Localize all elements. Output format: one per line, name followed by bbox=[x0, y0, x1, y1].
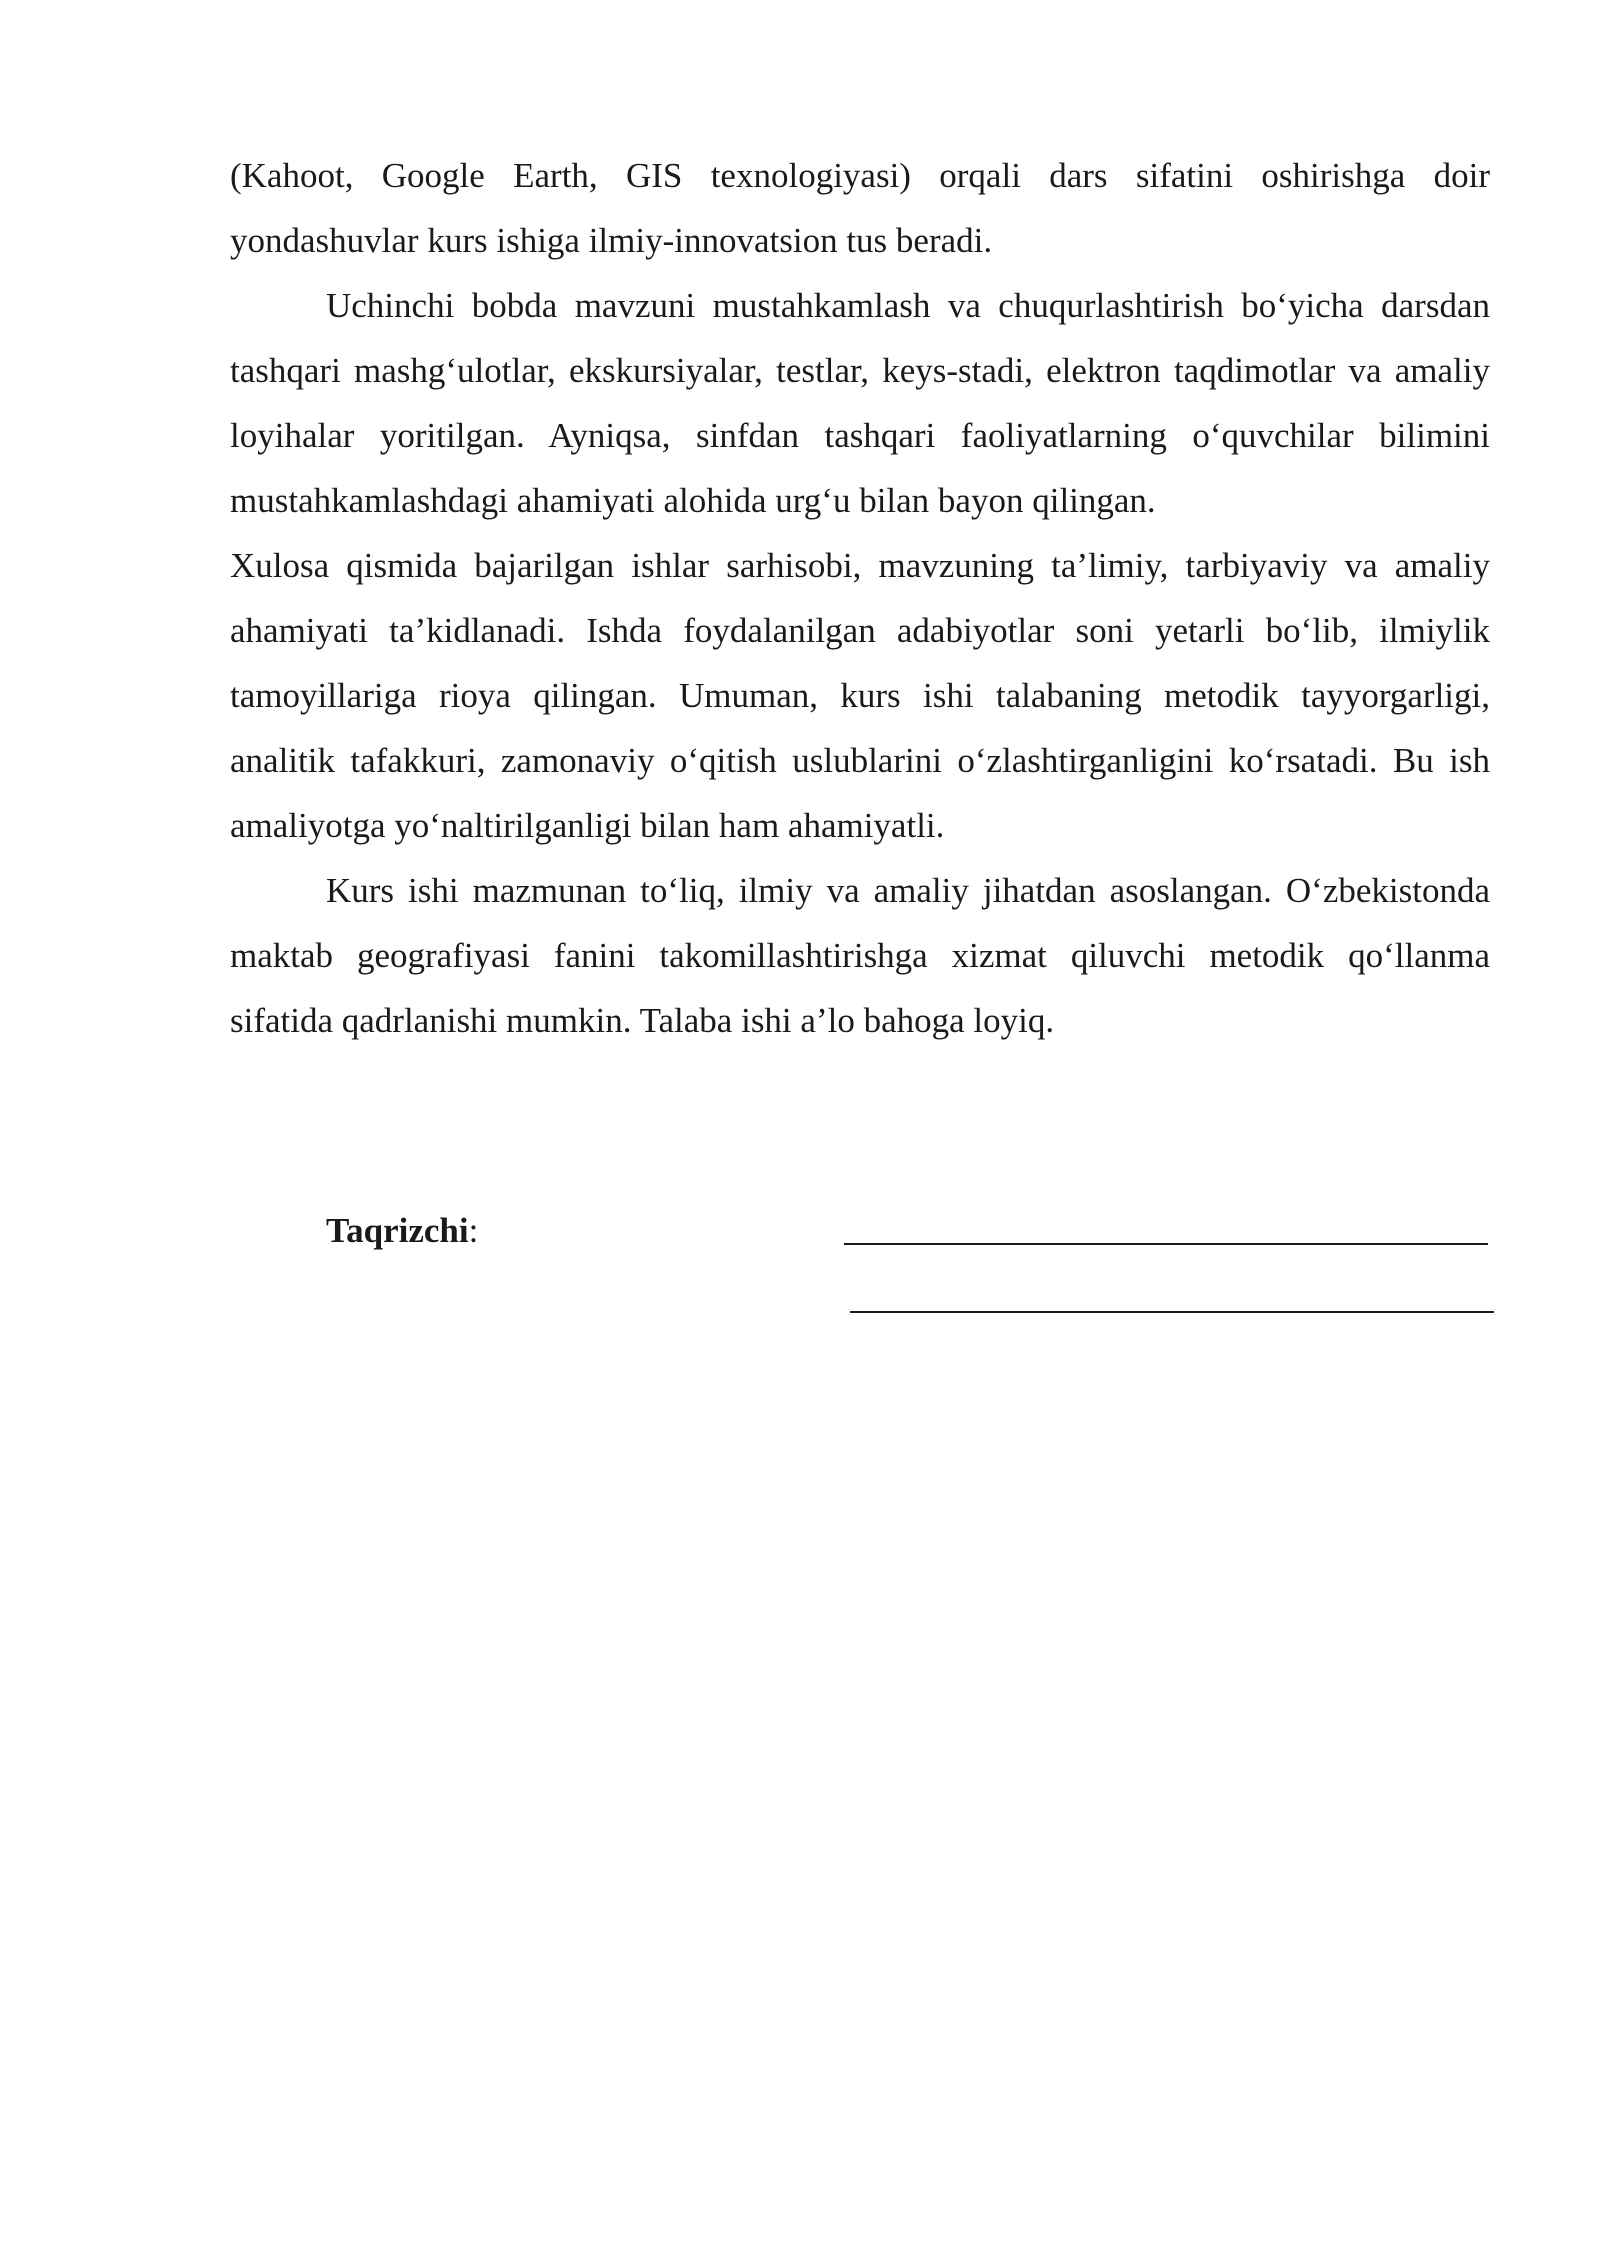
reviewer-label bbox=[326, 1198, 478, 1263]
name-line bbox=[850, 1311, 1494, 1313]
paragraph-chapter-three: Uchinchi bobda mavzuni mustahkamlash va chuqurlashtirish bo‘yicha darsdan tashqari mashg‘ulotlar, ekskursiyalar, testlar, keys-stadi, elektron taqdimotlar va amaliy loyihalar yoritilgan. Ayniqsa, sinfdan tashqari faoliyatlarning o‘quvchilar bilimini mustahkamlashdagi ahamiyati alohida urg‘u bilan bayon qilingan. bbox=[230, 286, 1490, 520]
paragraph-methods-continued: (Kahoot, Google Earth, GIS texnologiyasi) orqali dars sifatini oshirishga doir yondashuvlar kurs ishiga ilmiy-innovatsion tus beradi. bbox=[230, 156, 1490, 260]
signature-line bbox=[844, 1243, 1488, 1245]
paragraph-assessment: Kurs ishi mazmunan to‘liq, ilmiy va amaliy jihatdan asoslangan. O‘zbekistonda maktab geografiyasi fanini takomillashtirishga xizmat qiluvchi metodik qo‘llanma sifatida qadrlanishi mumkin. Talaba ishi a’lo bahoga loyiq. bbox=[230, 871, 1490, 1040]
document-body bbox=[230, 143, 1490, 1053]
paragraph-conclusion: Xulosa qismida bajarilgan ishlar sarhisobi, mavzuning ta’limiy, tarbiyaviy va amaliy ahamiyati ta’kidlanadi. Ishda foydalanilgan adabiyotlar soni yetarli bo‘lib, ilmiylik tamoyillariga rioya qilingan. Umuman, kurs ishi talabaning metodik tayyorgarligi, analitik tafakkuri, zamonaviy o‘qitish uslublarini o‘zlashtirganligini ko‘rsatadi. Bu ish amaliyotga yo‘naltirilganligi bilan ham ahamiyatli. bbox=[230, 546, 1490, 845]
reviewer-label-text: Taqrizchi bbox=[326, 1211, 469, 1250]
reviewer-label-colon: : bbox=[468, 1211, 479, 1250]
